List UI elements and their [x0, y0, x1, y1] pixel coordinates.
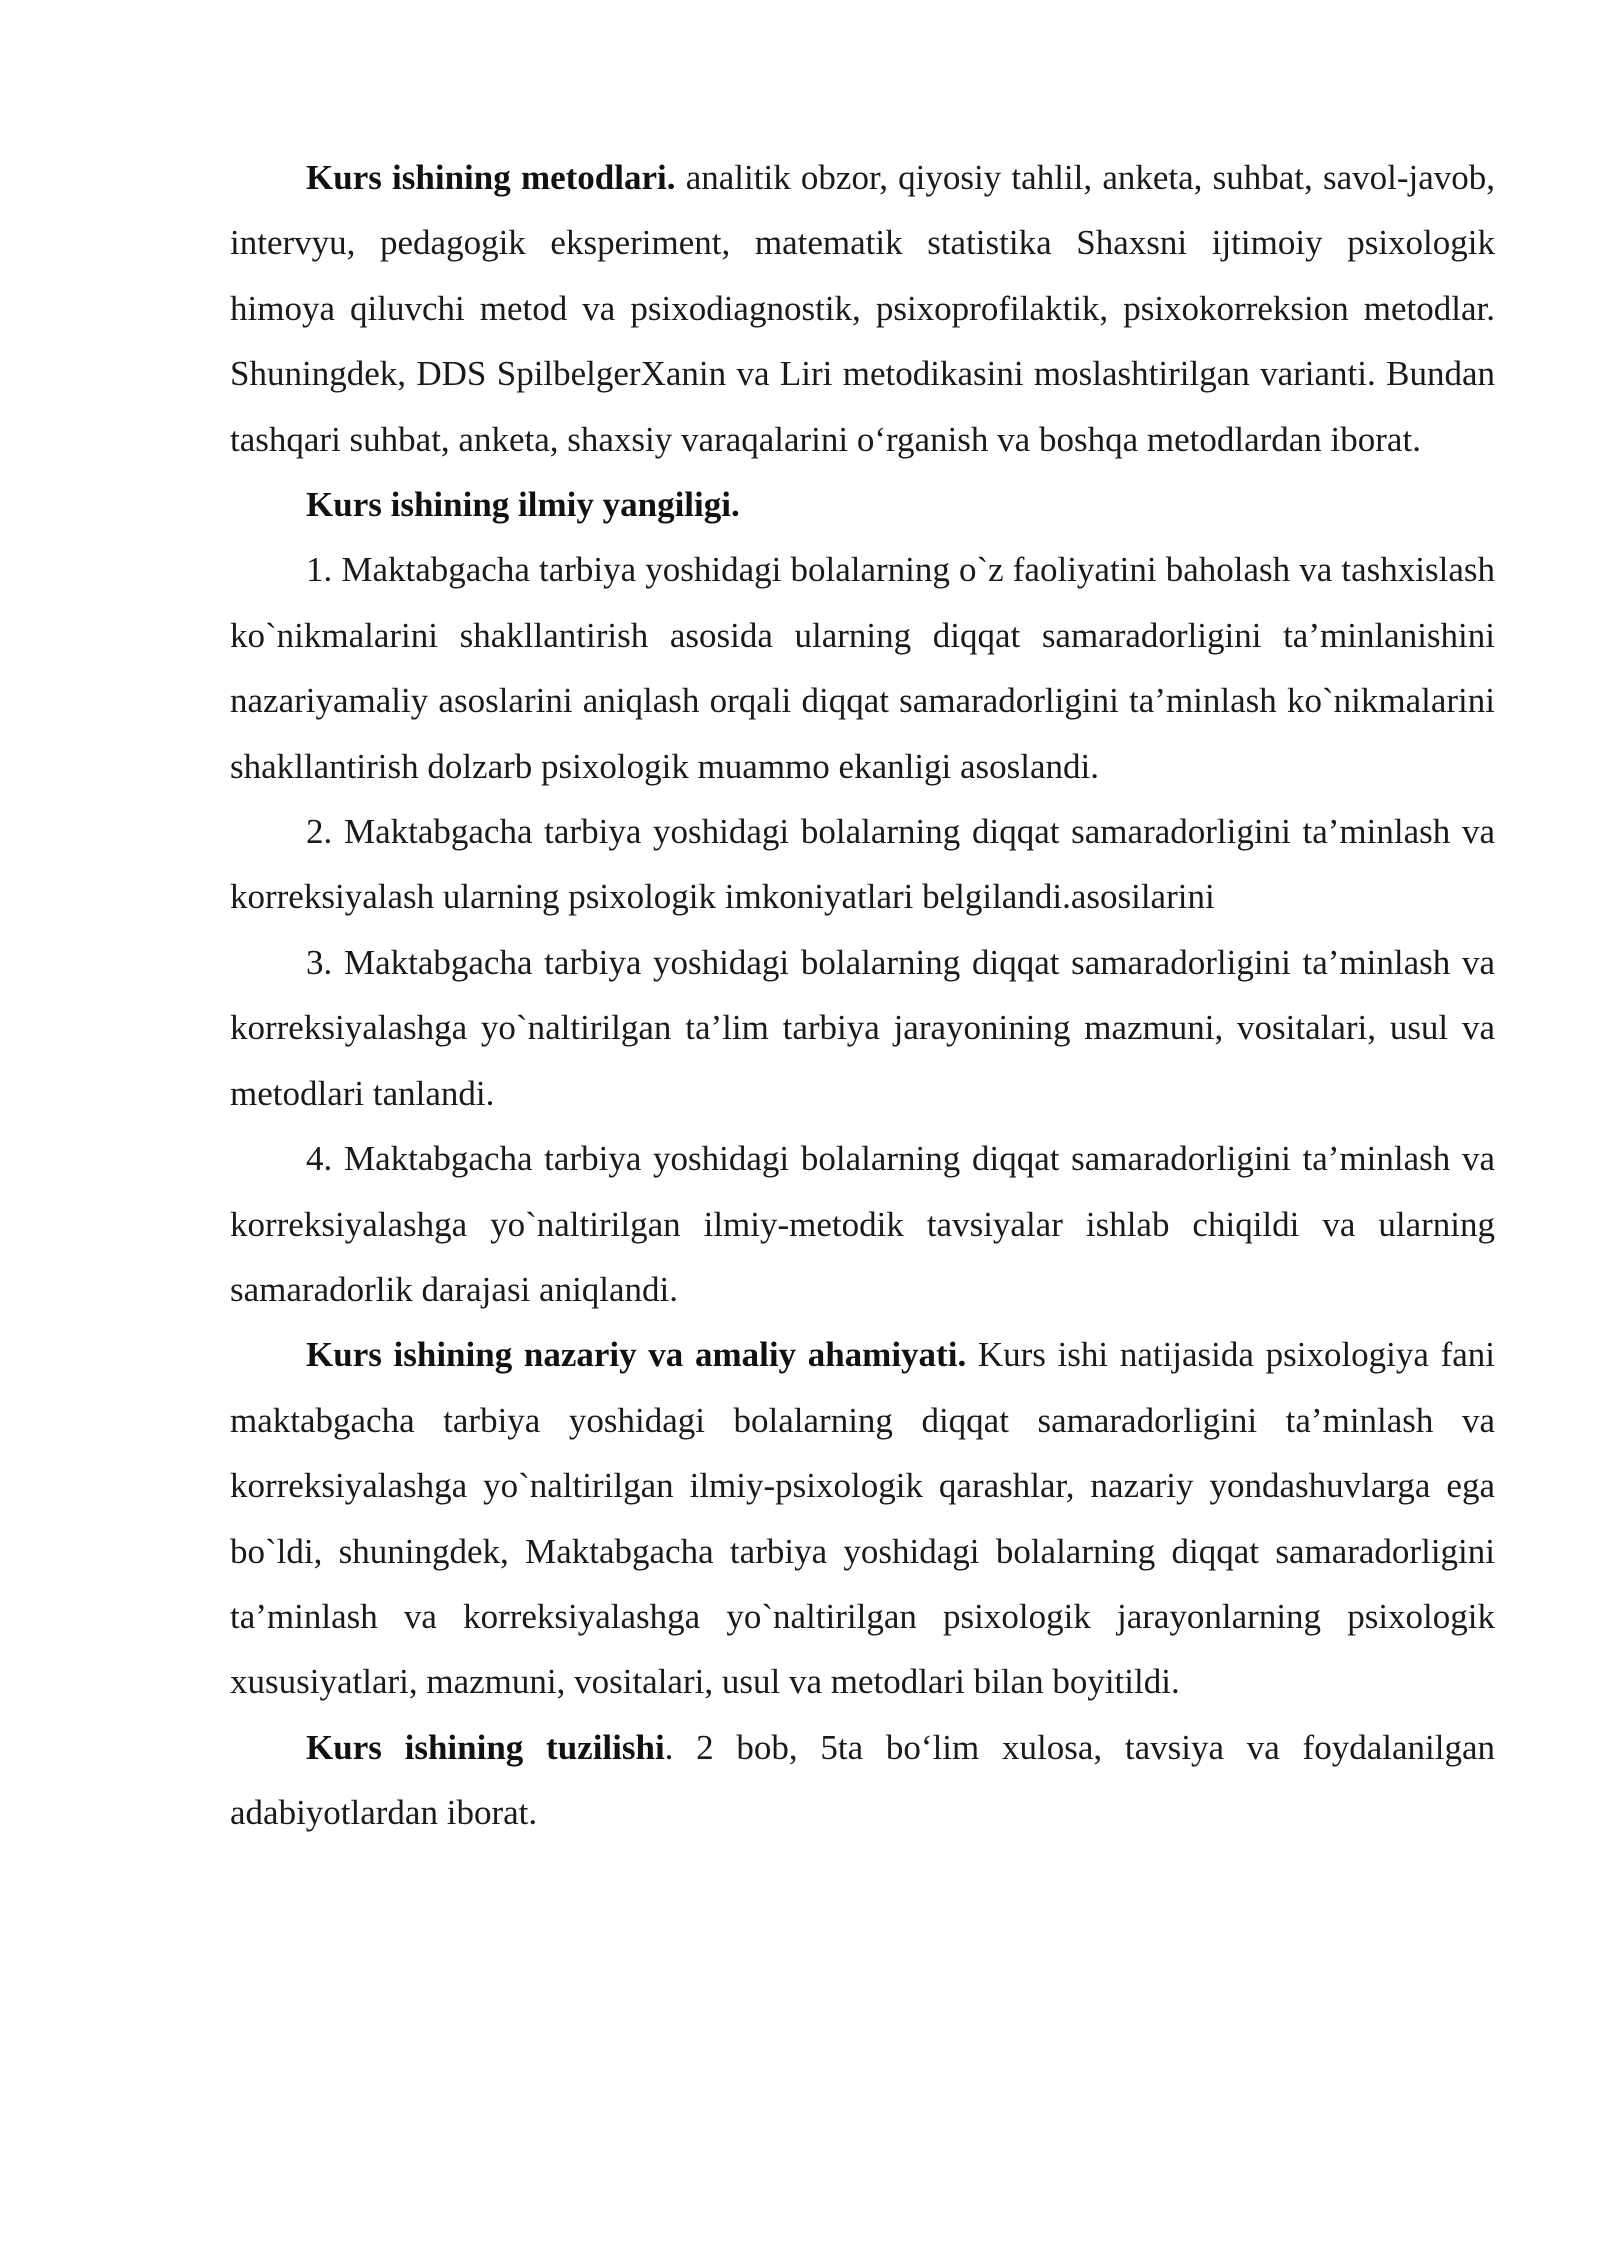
methods-heading: Kurs ishining metodlari.	[306, 158, 676, 197]
novelty-heading-paragraph	[230, 472, 1495, 537]
significance-heading: Kurs ishining nazariy va amaliy ahamiyati.	[306, 1335, 967, 1375]
structure-paragraph	[230, 1715, 1495, 1846]
methods-paragraph	[230, 145, 1495, 472]
novelty-item-3: 3. Maktabgacha tarbiya yoshidagi bolalarning diqqat samaradorligini ta’minlash va korreksiyalashga yo`naltirilgan ta’lim tarbiya jarayonining mazmuni, vositalari, usul va metodlari tanlandi.	[230, 942, 1495, 1113]
significance-paragraph	[230, 1322, 1495, 1714]
novelty-item-4: 4. Maktabgacha tarbiya yoshidagi bolalarning diqqat samaradorligini ta’minlash va korreksiyalashga yo`naltirilgan ilmiy-metodik tavsiyalar ishlab chiqildi va ularning samaradorlik darajasi aniqlandi.	[230, 1139, 1495, 1309]
document-body	[230, 145, 1495, 1846]
novelty-item-1: 1. Maktabgacha tarbiya yoshidagi bolalarning o`z faoliyatini baholash va tashxislash ko`nikmalarini shakllantirish asosida ularning diqqat samaradorligini ta’minlanishini nazariyamaliy asoslarini aniqlash orqali diqqat samaradorligini ta’minlash ko`nikmalarini shakllantirish dolzarb psixologik muammo ekanligi asoslandi.	[230, 550, 1495, 786]
structure-heading: Kurs ishining tuzilishi	[306, 1727, 665, 1767]
significance-text: Kurs ishi natijasida psixologiya fani maktabgacha tarbiya yoshidagi bolalarning diqqat samaradorligini ta’minlash va korreksiyalashga yo`naltirilgan ilmiy-psixologik qarashlar, nazariy yondashuvlarga ega bo`ldi, shuningdek, Maktabgacha tarbiya yoshidagi bolalarning diqqat samaradorligini ta’minlash va korreksiyalashga yo`naltirilgan psixologik jarayonlarning psixologik xususiyatlari, mazmuni, vositalari, usul va metodlari bilan boyitildi.	[230, 1335, 1496, 1702]
novelty-item-2: 2. Maktabgacha tarbiya yoshidagi bolalarning diqqat samaradorligini ta’minlash va korreksiyalash ularning psixologik imkoniyatlari belgilandi.asosilarini	[230, 812, 1495, 917]
novelty-heading: Kurs ishining ilmiy yangiligi.	[306, 485, 740, 525]
methods-text: analitik obzor, qiyosiy tahlil, anketa, suhbat, savol-javob, intervyu, pedagogik eksperiment, matematik statistika Shaxsni ijtimoiy psixologik himoya qiluvchi metod va psixodiagnostik, psixoprofilaktik, psixokorreksion metodlar. Shuningdek, DDS SpilbelgerXanin va Liri metodikasini moslashtirilgan varianti. Bundan tashqari suhbat, anketa, shaxsiy varaqalarini o‘rganish va boshqa metodlardan iborat.	[230, 158, 1496, 459]
structure-text: . 2 bob, 5ta bo‘lim xulosa, tavsiya va foydalanilgan adabiyotlardan iborat.	[230, 1727, 1495, 1833]
